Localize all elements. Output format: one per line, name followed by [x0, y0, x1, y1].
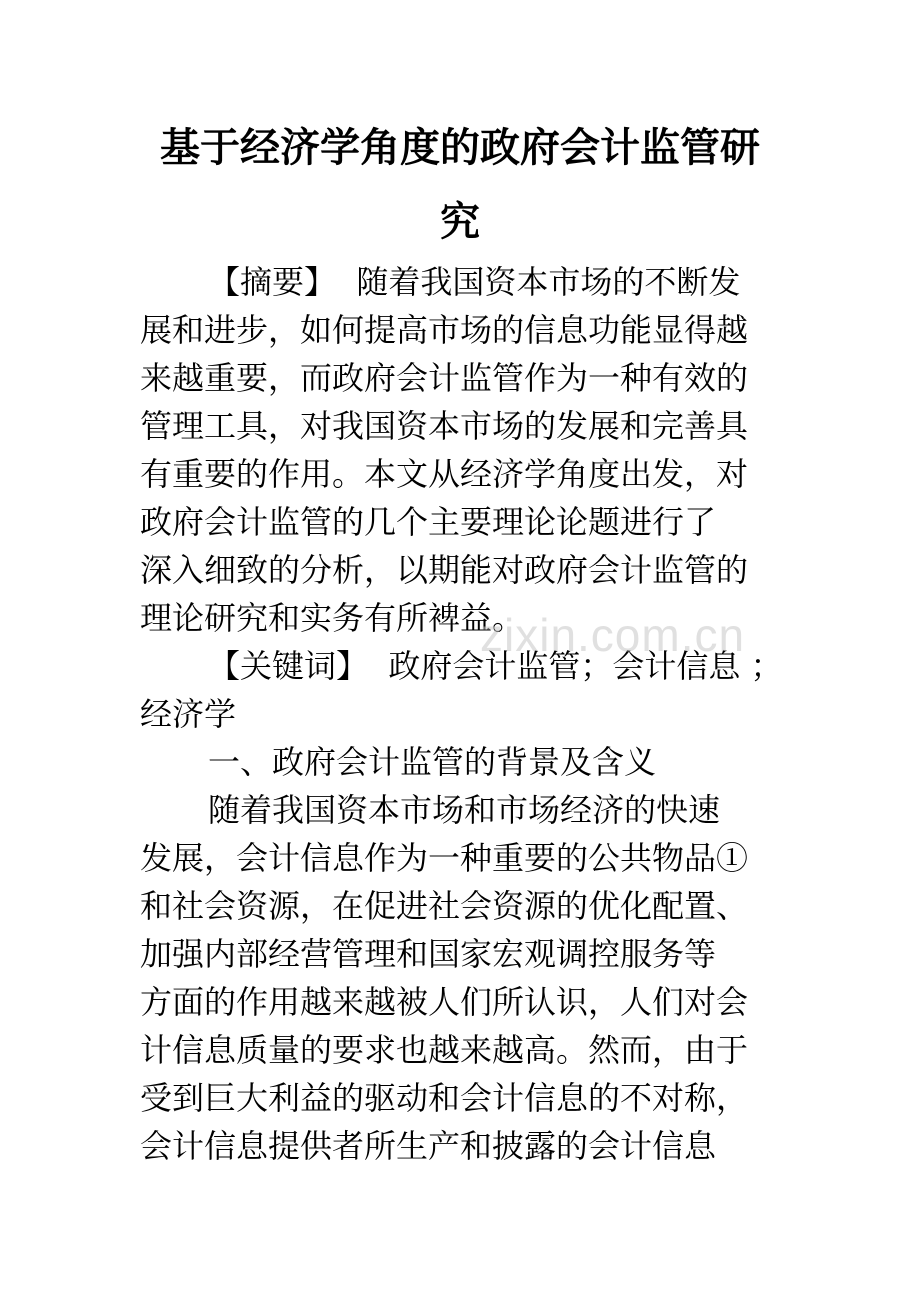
paragraph-line: 加强内部经营管理和国家宏观调控服务等 [140, 935, 717, 973]
paragraph-line: 和社会资源，在促进社会资源的优化配置、 [140, 887, 749, 925]
paragraph-line: 计信息质量的要求也越来越高。然而，由于 [140, 1031, 749, 1069]
keywords-text: 政府会计监管；会计信息 ； [388, 647, 783, 685]
abstract-line: 政府会计监管的几个主要理论论题进行了 [140, 503, 717, 541]
abstract-line: 管理工具，对我国资本市场的发展和完善具 [140, 407, 749, 445]
abstract-line: 来越重要，而政府会计监管作为一种有效的 [140, 359, 749, 397]
paragraph-line: 发展，会计信息作为一种重要的公共物品① [140, 839, 749, 877]
abstract-line: 理论研究和实务有所裨益。 [140, 599, 525, 637]
abstract-line: 展和进步，如何提高市场的信息功能显得越 [140, 311, 749, 349]
paragraph-line: 受到巨大利益的驱动和会计信息的不对称， [140, 1079, 749, 1117]
abstract-label: 【摘要】 [208, 263, 337, 301]
abstract-line: 有重要的作用。本文从经济学角度出发，对 [140, 455, 749, 493]
keywords-label: 【关键词】 [208, 647, 369, 685]
section-heading: 一、政府会计监管的背景及含义 [208, 743, 657, 781]
abstract-line: 深入细致的分析，以期能对政府会计监管的 [140, 551, 749, 589]
document-title-line-2: 究 [440, 198, 480, 245]
document-title-line-1: 基于经济学角度的政府会计监管研 [160, 124, 760, 171]
watermark: zixin.com.cn [480, 609, 746, 661]
abstract-text: 随着我国资本市场的不断发 [356, 263, 741, 301]
document-body [140, 258, 800, 1170]
paragraph-line: 随着我国资本市场和市场经济的快速 [208, 791, 721, 829]
paragraph-line: 会计信息提供者所生产和披露的会计信息 [140, 1127, 717, 1165]
paragraph-line: 方面的作用越来越被人们所认识，人们对会 [140, 983, 749, 1021]
keywords-line-2: 经济学 [140, 695, 237, 733]
abstract-line-1 [140, 258, 800, 306]
